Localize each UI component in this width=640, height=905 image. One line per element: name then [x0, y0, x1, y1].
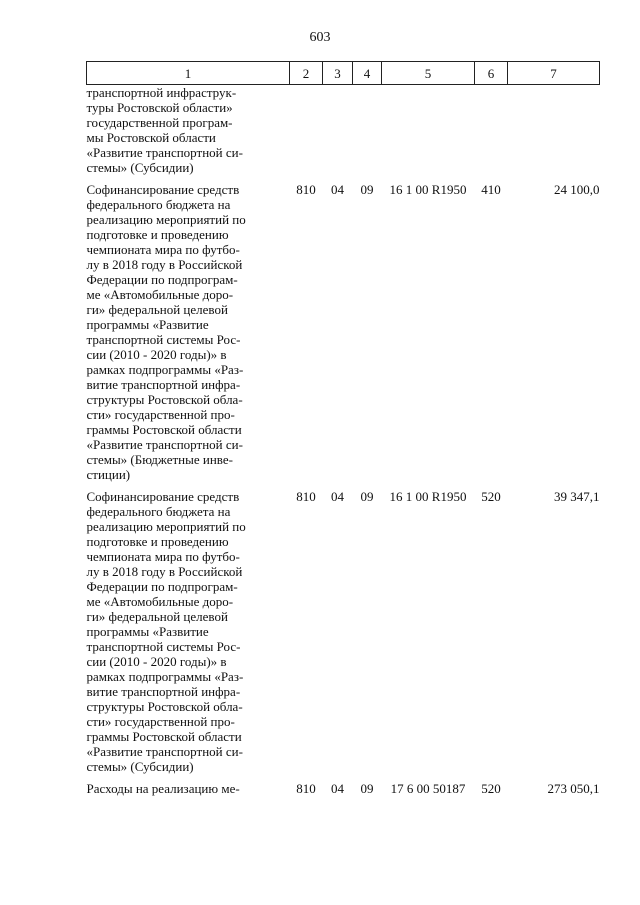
cell-subsection: 09 [360, 781, 374, 796]
cell-section: 04 [331, 781, 344, 796]
cell-subsection [353, 85, 382, 176]
cell-expense-type: 520 [481, 489, 501, 504]
cell-target-article [382, 85, 475, 176]
column-header-5: 5 [382, 62, 475, 85]
cell-subsection: 09 [360, 182, 374, 197]
column-header-7: 7 [508, 62, 600, 85]
column-header-1: 1 [87, 62, 290, 85]
cell-amount: 24 100,0 [554, 182, 600, 197]
row-description: Софинансирование средств федерального бюджета на реализацию мероприятий по подготовке и проведению чемпионата мира по футбо- лу в 2018 году в Российской Федерации по подпрограм- ме «Автомобильные доро- ги» федеральной целевой программы «Развитие транспортной системы Рос- сии (2010 - 2020 годы)» в рамках подпрограммы «Раз- витие транспортной инфра- структуры Ростовской обла- сти» государственной про- граммы Ростовской области «Развитие транспортной си- стемы» (Субсидии) [86, 489, 246, 774]
cell-ministry [290, 85, 323, 176]
column-header-6: 6 [475, 62, 508, 85]
cell-expense-type [475, 85, 508, 176]
table-row [87, 489, 600, 774]
cell-amount: 39 347,1 [554, 489, 600, 504]
row-description: транспортной инфраструк- туры Ростовской области» государственной програм- мы Ростовской области «Развитие транспортной си- стемы» (Субсидии) [86, 85, 243, 175]
cell-section [323, 85, 353, 176]
cell-expense-type: 520 [481, 781, 501, 796]
cell-section: 04 [331, 182, 344, 197]
cell-amount [508, 85, 600, 176]
table-row [87, 781, 600, 796]
cell-ministry: 810 [296, 781, 316, 796]
cell-target-article: 17 6 00 50187 [390, 781, 466, 796]
cell-target-article: 16 1 00 R1950 [389, 182, 467, 197]
column-header-2: 2 [290, 62, 323, 85]
column-header-3: 3 [323, 62, 353, 85]
table-header-row [87, 62, 600, 85]
cell-expense-type: 410 [481, 182, 501, 197]
cell-subsection: 09 [360, 489, 374, 504]
cell-amount: 273 050,1 [547, 781, 600, 796]
cell-ministry: 810 [296, 489, 316, 504]
page-number: 603 [309, 30, 331, 45]
table-row [87, 85, 600, 176]
table-row [87, 182, 600, 482]
budget-table [86, 61, 600, 796]
row-description: Софинансирование средств федерального бюджета на реализацию мероприятий по подготовке и проведению чемпионата мира по футбо- лу в 2018 году в Российской Федерации по подпрограм- ме «Автомобильные доро- ги» федеральной целевой программы «Развитие транспортной системы Рос- сии (2010 - 2020 годы)» в рамках подпрограммы «Раз- витие транспортной инфра- структуры Ростовской обла- сти» государственной про- граммы Ростовской области «Развитие транспортной си- стемы» (Бюджетные инве- стиции) [86, 182, 246, 482]
column-header-4: 4 [353, 62, 382, 85]
cell-target-article: 16 1 00 R1950 [389, 489, 467, 504]
cell-section: 04 [331, 489, 344, 504]
cell-ministry: 810 [296, 182, 316, 197]
row-description: Расходы на реализацию ме- [86, 781, 240, 796]
